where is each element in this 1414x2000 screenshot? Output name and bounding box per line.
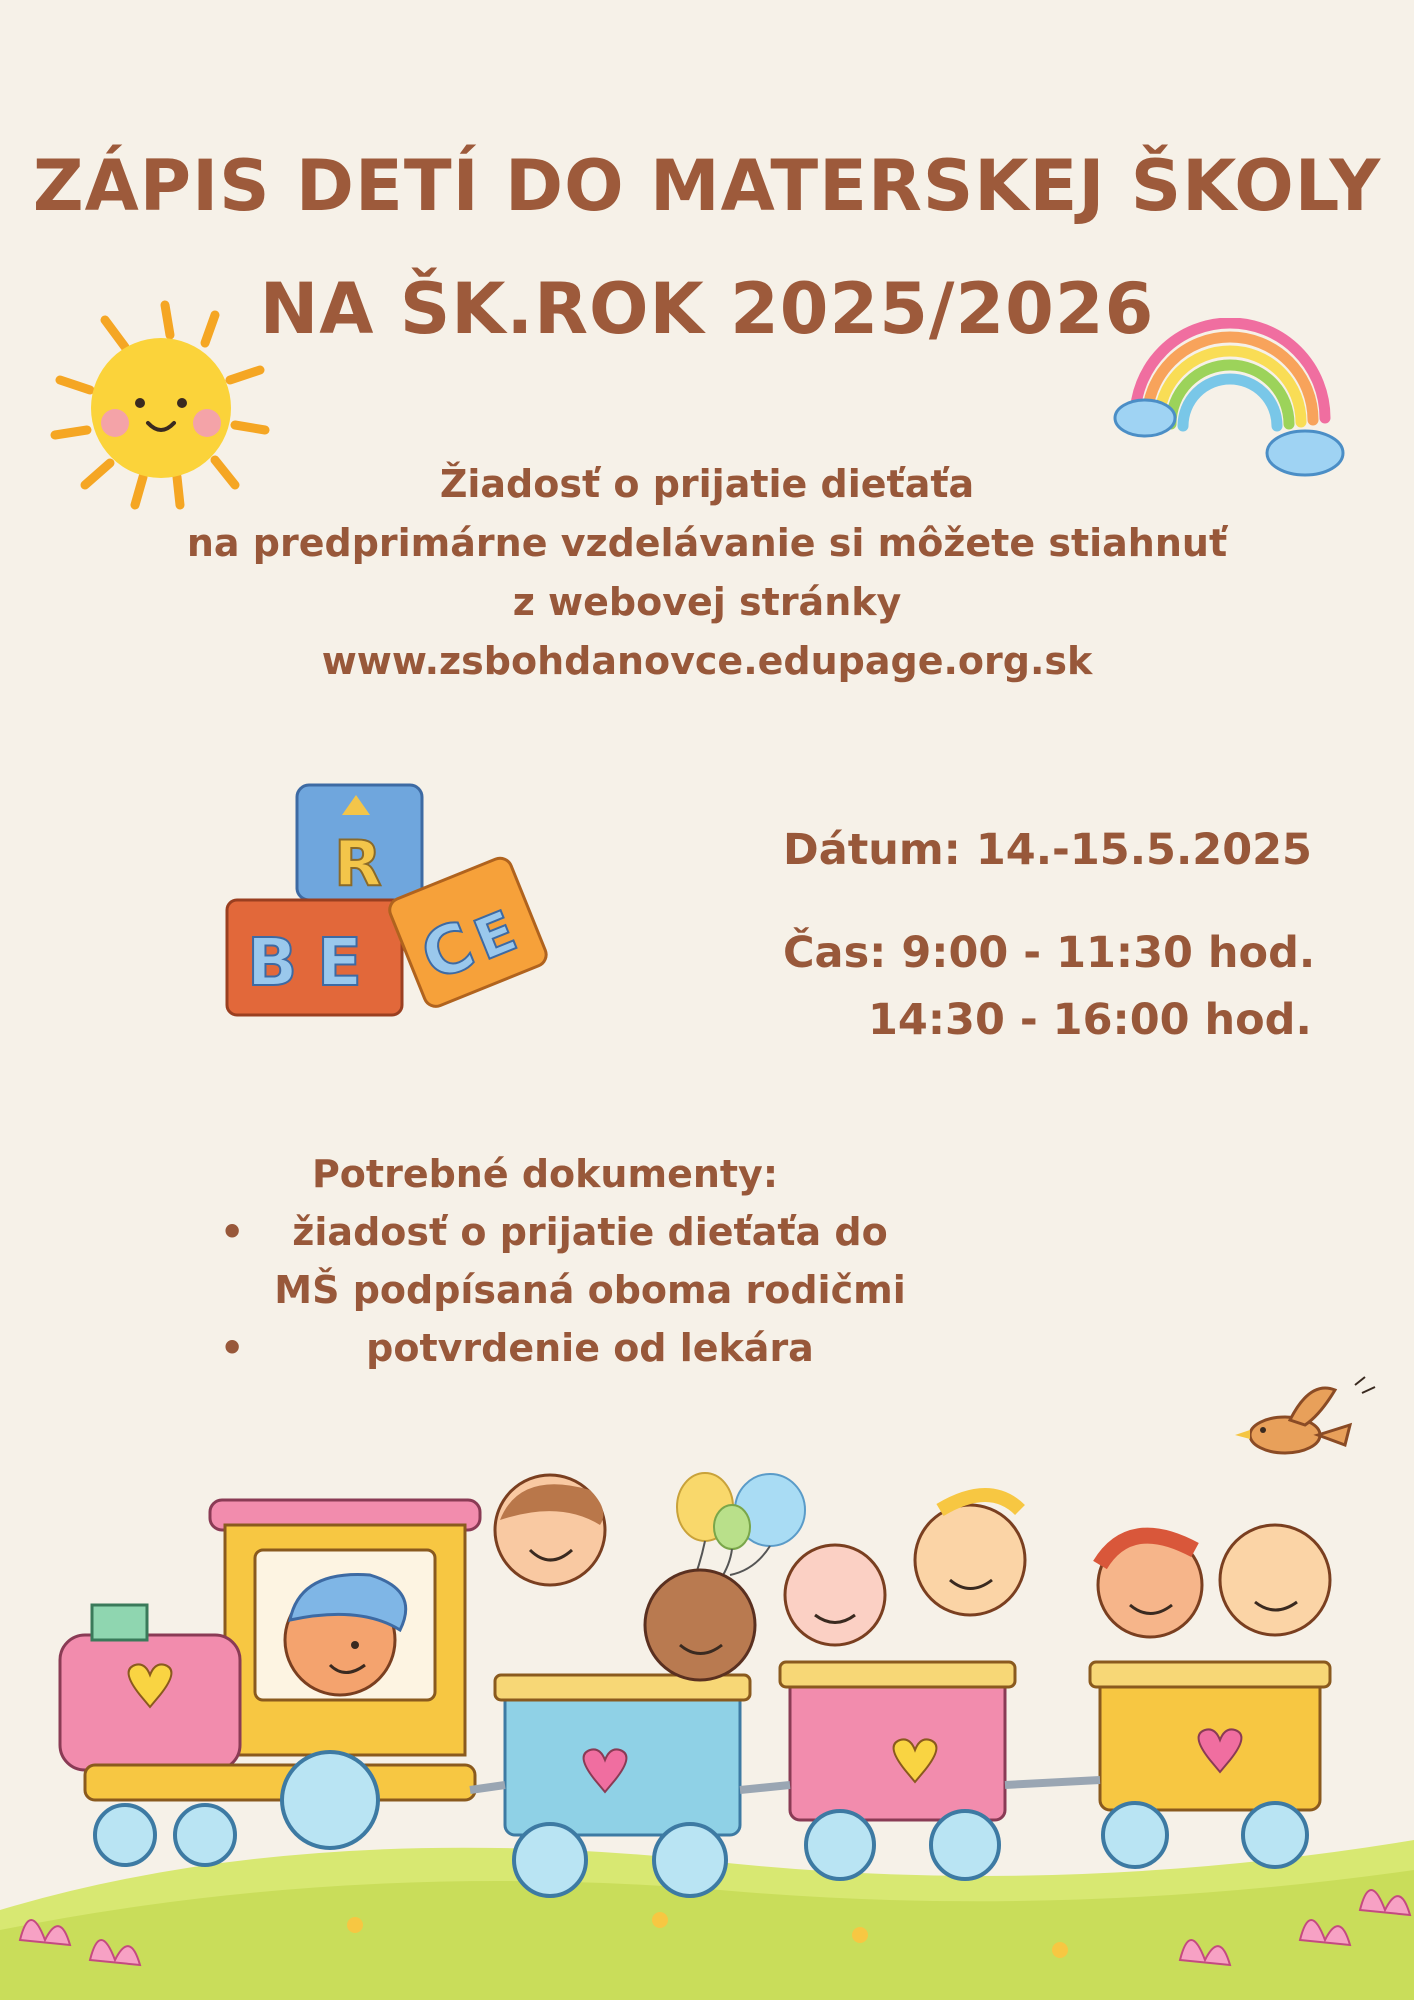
time-text-2: 14:30 - 16:00 hod.	[868, 995, 1312, 1045]
abc-blocks-icon	[222, 780, 552, 1025]
intro-line2: na predprimárne vzdelávanie si môžete stiahnuť	[186, 521, 1228, 565]
documents-heading: Potrebné dokumenty:	[311, 1152, 779, 1196]
block-letter-r: R	[334, 827, 382, 900]
intro-line3: z webovej stránky	[512, 580, 902, 624]
page-title-line2: NA ŠK.ROK 2025/2026	[259, 268, 1155, 350]
block-letter-e2: E	[465, 898, 526, 974]
list-item	[200, 1203, 980, 1261]
intro-line1: Žiadosť o prijatie dieťaťa	[439, 462, 975, 506]
list-item-text: žiadosť o prijatie dieťaťa do	[292, 1210, 888, 1254]
list-item	[200, 1319, 980, 1377]
time-text-1: Čas: 9:00 - 11:30 hod.	[783, 928, 1316, 978]
documents-list	[200, 1145, 980, 1377]
list-item-continuation	[200, 1261, 980, 1319]
block-letter-c: C	[410, 906, 485, 997]
date-text: Dátum: 14.-15.5.2025	[783, 825, 1312, 875]
bullet-icon: •	[220, 1210, 245, 1254]
list-item-text: MŠ podpísaná oboma rodičmi	[274, 1268, 906, 1312]
list-item-text: potvrdenie od lekára	[366, 1326, 814, 1370]
block-letter-e: E	[317, 924, 363, 1001]
website-url: www.zsbohdanovce.edupage.org.sk	[321, 639, 1093, 683]
page-title-line1: ZÁPIS DETÍ DO MATERSKEJ ŠKOLY	[32, 145, 1382, 227]
block-letter-b: B	[247, 924, 298, 1001]
intro-text	[0, 455, 1414, 691]
bullet-icon: •	[220, 1326, 245, 1370]
train-with-children-icon	[0, 1440, 1414, 2000]
